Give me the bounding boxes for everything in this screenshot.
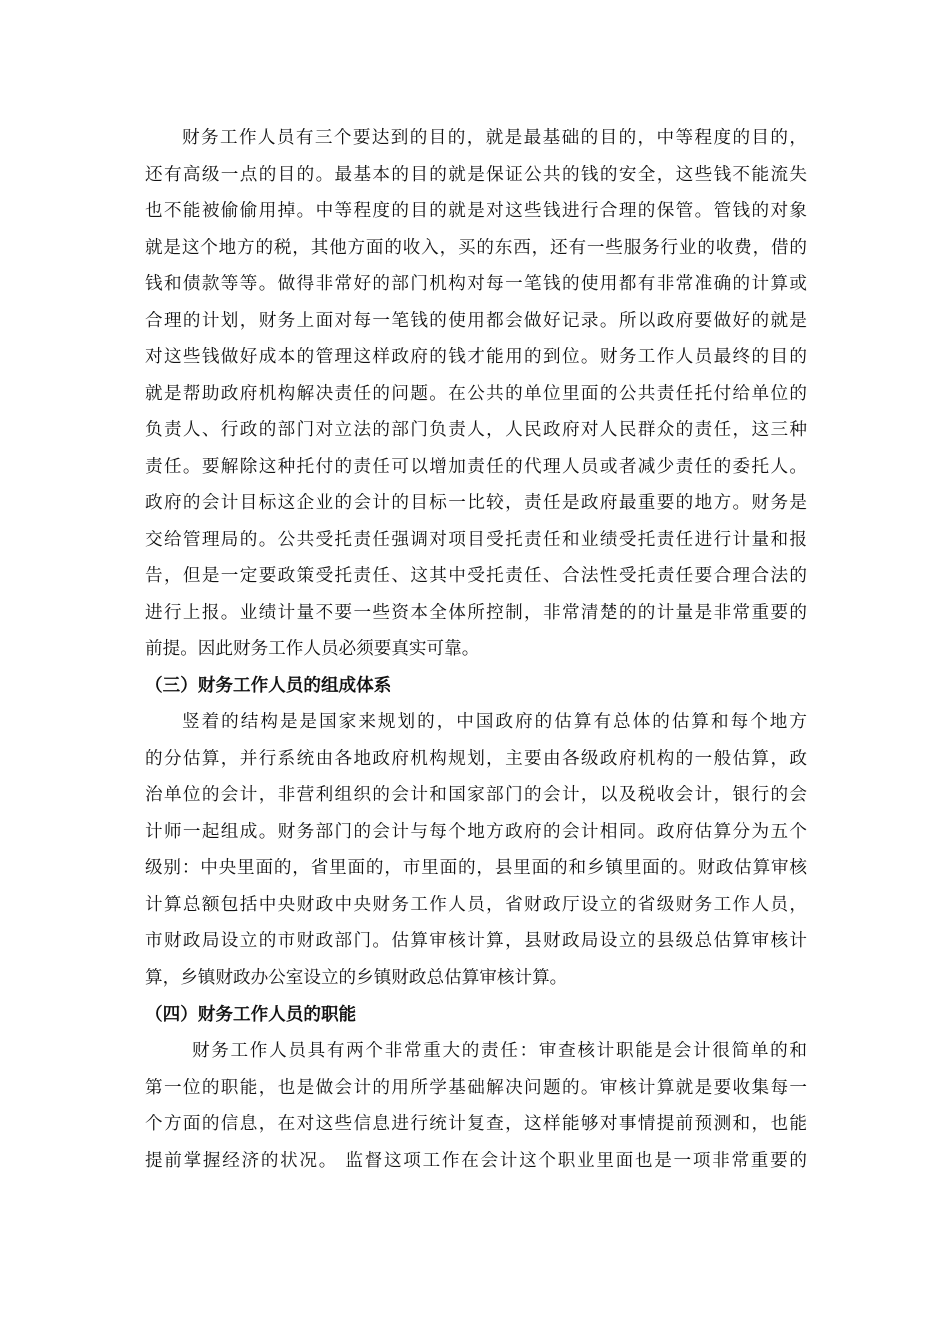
paragraph-line: 对这些钱做好成本的管理这样政府的钱才能用的到位。财务工作人员最终的目的 xyxy=(145,347,807,367)
paragraph-line: 财务工作人员具有两个非常重大的责任：审查核计职能是会计很简单的和 xyxy=(192,1041,807,1061)
section-heading: （三）财务工作人员的组成体系 xyxy=(145,675,392,696)
paragraph-line: 级别：中央里面的，省里面的，市里面的，县里面的和乡镇里面的。财政估算审核 xyxy=(145,858,807,878)
paragraph-line: 个方面的信息，在对这些信息进行统计复查，这样能够对事情提前预测和，也能 xyxy=(145,1114,807,1134)
paragraph-line: 竖着的结构是是国家来规划的，中国政府的估算有总体的估算和每个地方 xyxy=(182,712,807,732)
paragraph-line: 告，但是一定要政策受托责任、这其中受托责任、合法性受托责任要合理合法的 xyxy=(145,566,807,586)
paragraph-line: 合理的计划，财务上面对每一笔钱的使用都会做好记录。所以政府要做好的就是 xyxy=(145,311,807,331)
paragraph-line: 钱和债款等等。做得非常好的部门机构对每一笔钱的使用都有非常准确的计算或 xyxy=(145,274,807,294)
paragraph-line: 治单位的会计，非营利组织的会计和国家部门的会计，以及税收会计，银行的会 xyxy=(145,785,807,805)
paragraph-line: 就是这个地方的税，其他方面的收入，买的东西，还有一些服务行业的收费，借的 xyxy=(145,238,807,258)
paragraph-line: 市财政局设立的市财政部门。估算审核计算，县财政局设立的县级总估算审核计 xyxy=(145,931,807,951)
paragraph-line: 第一位的职能，也是做会计的用所学基础解决问题的。审核计算就是要收集每一 xyxy=(145,1078,807,1098)
paragraph-line: 也不能被偷偷用掉。中等程度的目的就是对这些钱进行合理的保管。管钱的对象 xyxy=(145,201,807,221)
section-heading: （四）财务工作人员的职能 xyxy=(145,1004,357,1025)
paragraph-line: 算，乡镇财政办公室设立的乡镇财政总估算审核计算。 xyxy=(145,968,568,988)
paragraph-line: 进行上报。业绩计量不要一些资本全体所控制，非常清楚的的计量是非常重要的 xyxy=(145,603,807,623)
paragraph-line: 前提。因此财务工作人员必须要真实可靠。 xyxy=(145,639,480,659)
paragraph-line: 计算总额包括中央财政中央财务工作人员，省财政厅设立的省级财务工作人员， xyxy=(145,895,807,915)
paragraph-line: 政府的会计目标这企业的会计的目标一比较，责任是政府最重要的地方。财务是 xyxy=(145,493,807,513)
paragraph-line: 还有高级一点的目的。最基本的目的就是保证公共的钱的安全，这些钱不能流失 xyxy=(145,165,807,185)
paragraph-line: 就是帮助政府机构解决责任的问题。在公共的单位里面的公共责任托付给单位的 xyxy=(145,384,807,404)
paragraph-line: 负责人、行政的部门对立法的部门负责人，人民政府对人民群众的责任，这三种 xyxy=(145,420,807,440)
paragraph-line: 责任。要解除这种托付的责任可以增加责任的代理人员或者减少责任的委托人。 xyxy=(145,457,807,477)
paragraph-line: 提前掌握经济的状况。 监督这项工作在会计这个职业里面也是一项非常重要的 xyxy=(145,1151,807,1171)
paragraph-line: 计师一起组成。财务部门的会计与每个地方政府的会计相同。政府估算分为五个 xyxy=(145,822,807,842)
paragraph-line: 的分估算，并行系统由各地政府机构规划，主要由各级政府机构的一般估算，政 xyxy=(145,749,807,769)
paragraph-line: 财务工作人员有三个要达到的目的，就是最基础的目的，中等程度的目的， xyxy=(182,128,807,148)
paragraph-line: 交给管理局的。公共受托责任强调对项目受托责任和业绩受托责任进行计量和报 xyxy=(145,530,807,550)
